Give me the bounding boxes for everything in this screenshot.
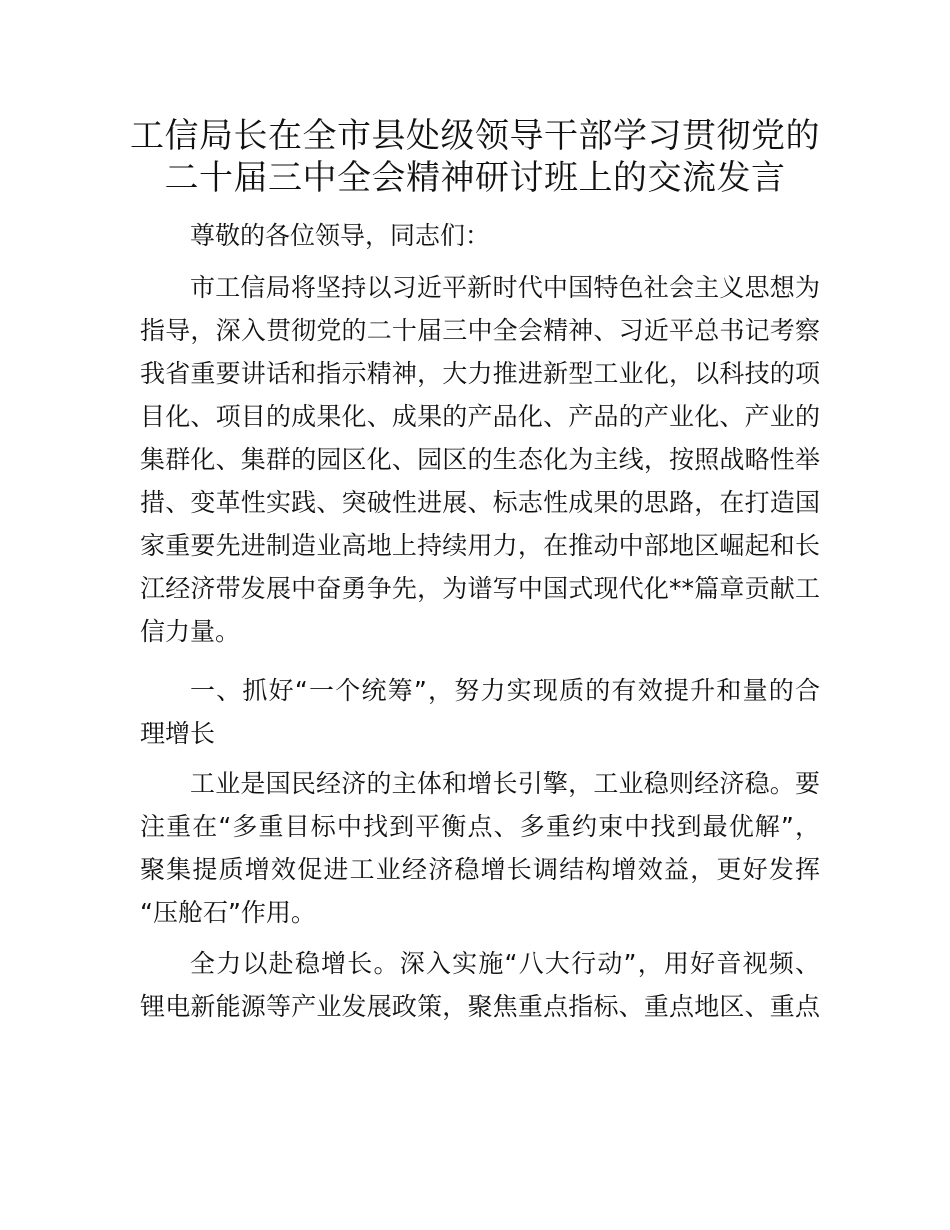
paragraph-line: 工业是国民经济的主体和增长引擎，工业稳则经济稳。要 [190, 769, 820, 798]
paragraph-growth [140, 942, 820, 1028]
paragraph-intro [140, 266, 820, 653]
paragraph-line: “压舱石”作用。 [140, 898, 316, 927]
greeting [140, 214, 820, 257]
paragraph-line: 注重在“多重目标中找到平衡点、多重约束中找到最优解”， [140, 812, 820, 841]
heading-line: 一、抓好“一个统筹”，努力实现质的有效提升和量的合 [190, 676, 820, 705]
paragraph-line: 目化、项目的成果化、成果的产品化、产品的产业化、产业的 [140, 402, 820, 431]
paragraph-line: 锂电新能源等产业发展政策，聚焦重点指标、重点地区、重点 [140, 992, 820, 1021]
paragraph-line: 全力以赴稳增长。深入实施“八大行动”，用好音视频、 [190, 949, 820, 978]
paragraph-line: 措、变革性实践、突破性进展、标志性成果的思路，在打造国 [140, 488, 820, 517]
paragraph-line: 聚集提质增效促进工业经济稳增长调结构增效益，更好发挥 [140, 855, 820, 884]
document-title-line-2: 二十届三中全会精神研讨班上的交流发言 [164, 158, 786, 198]
section-heading-1 [140, 669, 820, 755]
paragraph-line: 家重要先进制造业高地上持续用力，在推动中部地区崛起和长 [140, 531, 820, 560]
paragraph-line: 我省重要讲话和指示精神，大力推进新型工业化，以科技的项 [140, 359, 820, 388]
paragraph-line: 指导，深入贯彻党的二十届三中全会精神、习近平总书记考察 [140, 316, 820, 345]
greeting-text: 尊敬的各位领导，同志们： [190, 221, 491, 250]
paragraph-line: 集群化、集群的园区化、园区的生态化为主线，按照战略性举 [140, 445, 820, 474]
document-title-line-1: 工信局长在全市县处级领导干部学习贯彻党的 [130, 116, 820, 156]
paragraph-line: 江经济带发展中奋勇争先，为谱写中国式现代化**篇章贡献工 [140, 574, 820, 603]
paragraph-line: 市工信局将坚持以习近平新时代中国特色社会主义思想为 [190, 273, 820, 302]
paragraph-industry [140, 762, 820, 934]
paragraph-line: 信力量。 [140, 617, 241, 646]
heading-line: 理增长 [140, 719, 216, 748]
